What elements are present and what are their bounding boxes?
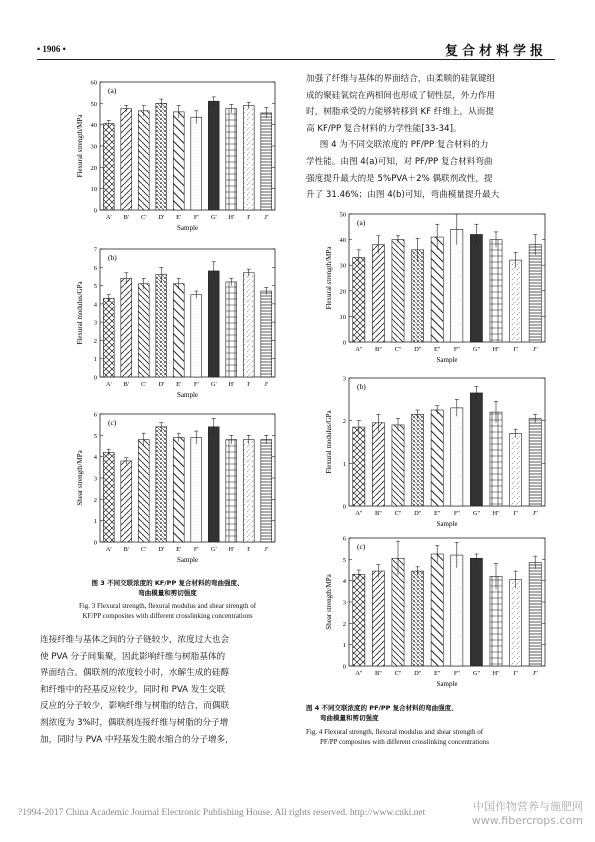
y-tick-label: 30 [339,262,346,270]
x-tick-label: E'' [434,346,441,353]
x-tick-label: B'' [375,346,382,353]
y-tick-label: 4 [93,301,97,309]
x-tick-label: B' [123,546,130,553]
bar [431,237,443,342]
x-tick-label: E'' [434,670,441,677]
x-tick-label: C' [140,381,147,388]
text-line: 加，同时与 PVA 中羟基发生脱水缩合的分子增多， [40,734,234,745]
bar [529,419,541,506]
x-tick-label: A' [105,214,112,221]
text-line: 升了 31.46%；由图 4(b)可知，弯曲模量提升最大 [306,190,500,201]
x-tick-label: F' [193,381,199,388]
x-tick-label: G' [210,214,217,221]
fig4-panel-a [315,206,555,376]
y-tick-label: 6 [342,535,346,543]
y-tick-label: 50 [90,100,97,108]
bar [529,245,541,342]
fig3-panel-c [70,408,285,573]
x-tick-label: G'' [472,346,480,353]
x-axis-label: Sample [177,556,198,564]
panel-label: (c) [108,418,117,427]
x-axis-label: Sample [436,356,458,364]
x-tick-label: J' [264,381,269,388]
bar [138,284,149,377]
x-tick-label: B' [123,381,130,388]
x-tick-label: C' [140,214,147,221]
x-tick-label: H' [228,214,235,221]
bar [173,112,184,210]
y-tick-label: 2 [93,496,97,504]
x-tick-label: J'' [532,510,538,517]
x-tick-label: C'' [394,670,402,677]
x-tick-label: D'' [414,346,422,353]
bar [353,427,365,506]
x-tick-label: A' [105,381,112,388]
fig3-caption-en-1: Fig. 3 Flexural strength, flexural modulus and shear strength of [78,602,257,610]
x-tick-label: E' [176,546,182,553]
panel-label: (c) [357,542,366,551]
chart-fig3a [70,76,285,241]
panel-label: (b) [357,382,366,391]
y-tick-label: 3 [342,375,346,383]
bar [226,109,237,210]
y-tick-label: 0 [93,207,97,215]
bar [431,554,443,666]
fig4-caption-cn-2: 弯曲模量和剪切强度 [320,714,379,722]
text-line: 高 KF/PP 复合材料的力学性能[33-34]。 [306,123,462,134]
x-tick-label: H'' [492,346,500,353]
bar [156,103,167,210]
bar [121,461,132,542]
text-line: 使 PVA 分子间集聚，因此影响纤维与树脂基体的 [40,651,226,662]
chart-fig4c [315,530,555,700]
bar [103,452,114,542]
fig4-panel-c [315,530,555,700]
bar [243,440,254,542]
fig3-caption-cn-2: 弯曲模量和剪切强度 [138,589,197,597]
x-tick-label: J' [264,546,269,553]
bar [138,111,149,210]
y-axis-label: Flexural modulus/GPa [325,410,333,474]
watermark-line-1: 中国作物营养与施肥网 [473,800,583,813]
bar [529,563,541,666]
bar [261,291,272,377]
watermark [472,800,583,828]
bar [451,408,463,506]
x-tick-label: J'' [532,670,538,677]
bar [208,271,219,377]
bar [470,393,482,506]
bar [470,234,482,342]
bar [510,580,522,666]
bar [243,273,254,377]
x-tick-label: G' [210,546,217,553]
bar [353,574,365,666]
fig4-panel-b [315,370,555,540]
y-tick-label: 5 [342,556,346,564]
left-body-text [40,632,296,748]
x-tick-label: I' [247,381,251,388]
y-tick-label: 6 [93,264,97,272]
text-line: 界面结合。偶联剂的浓度较小时，水解生成的硅醇 [40,668,230,679]
y-tick-label: 3 [93,475,97,483]
bar [451,555,463,666]
x-tick-label: D'' [414,670,422,677]
bar [412,571,424,666]
fig3-caption-en-2: KF/PP composites with different crosslinking concentrations [82,612,253,620]
y-axis-label: Flexural modulus/GPa [76,281,84,345]
bar [226,440,237,542]
x-tick-label: E' [176,381,182,388]
x-tick-label: I'' [513,670,518,677]
panel-label: (a) [108,86,117,95]
bar [121,109,132,210]
text-line: 成的聚硅氧烷在两相间也形成了韧性层，外力作用 [306,90,496,101]
text-line: 和纤维中的羟基反应较少，同时和 PVA 发生交联 [40,684,226,695]
fig4-caption [306,703,558,747]
fig3-caption [40,578,295,621]
bar [392,240,404,342]
y-tick-label: 30 [90,143,97,151]
text-line: 时，树脂承受的力能够转移到 KF 纤维上，从而提 [306,107,494,118]
x-tick-label: F' [193,546,199,553]
x-tick-label: D' [158,381,165,388]
y-tick-label: 4 [93,454,97,462]
x-axis-label: Sample [177,391,198,399]
y-tick-label: 1 [93,518,97,526]
bar [470,558,482,666]
x-tick-label: I'' [513,510,518,517]
y-tick-label: 1 [93,356,97,364]
bar [392,425,404,506]
x-tick-label: H'' [492,670,500,677]
y-tick-label: 3 [342,599,346,607]
bar [490,240,502,342]
x-tick-label: B' [123,214,130,221]
fig3-caption-cn-1: 图 3 不同交联浓度的 KF/PP 复合材料的弯曲强度、 [91,579,244,587]
y-tick-label: 20 [90,164,97,172]
bar [103,124,114,210]
fig4-caption-en-2: PF/PP composites with different crosslinking concentrations [320,738,489,746]
bar [243,105,254,210]
text-line: 加强了纤维与基体的界面结合，由柔顺的硅氧键组 [306,74,496,84]
y-tick-label: 0 [93,539,97,547]
journal-title: 复合材料学报 [444,44,547,59]
x-tick-label: J' [264,214,269,221]
y-axis-label: Shear strength/MPa [325,574,333,630]
x-tick-label: D' [158,214,165,221]
y-tick-label: 6 [93,411,97,419]
bar [191,437,202,542]
x-tick-label: D'' [414,510,422,517]
text-line: 连接纤维与基体之间的分子链较少，浓度过大也会 [40,635,230,645]
y-tick-label: 3 [93,319,97,327]
header-rule [37,59,555,60]
bar [156,275,167,377]
bar [431,410,443,506]
copyright-footer: ?1994-2017 China Academic Journal Electronic Publishing House. All rights reserved. http://www.cnki.net [18,808,426,818]
x-tick-label: H'' [492,510,500,517]
bar [156,427,167,542]
y-tick-label: 40 [339,237,346,245]
x-tick-label: J'' [532,346,538,353]
x-tick-label: D' [158,546,165,553]
bar [208,101,219,210]
x-tick-label: C'' [394,346,402,353]
x-tick-label: G'' [472,510,480,517]
text-line: 反应的分子较少，影响纤维与树脂的结合，而偶联 [40,701,230,712]
bar [173,284,184,377]
bar [226,282,237,377]
y-tick-label: 1 [342,460,346,468]
chart-fig4a [315,206,555,376]
x-axis-label: Sample [436,680,458,688]
x-tick-label: H' [228,381,235,388]
fig3-panel-b [70,243,285,408]
x-tick-label: H' [228,546,235,553]
y-tick-label: 50 [339,211,346,219]
bar [121,278,132,377]
x-tick-label: F' [193,214,199,221]
bar [208,427,219,542]
x-tick-label: I'' [513,346,518,353]
bar [173,437,184,542]
right-body-text [306,71,556,204]
y-tick-label: 4 [342,578,346,586]
y-tick-label: 10 [90,186,97,194]
fig4-caption-cn-1: 图 4 不同交联浓度的 PF/PP 复合材料的弯曲强度、 [306,704,458,712]
panel-label: (b) [108,253,117,262]
x-tick-label: A' [105,546,112,553]
x-tick-label: G'' [472,670,480,677]
y-tick-label: 5 [93,432,97,440]
y-tick-label: 0 [342,339,346,347]
y-tick-label: 2 [93,337,97,345]
x-tick-label: B'' [375,670,382,677]
bar [191,117,202,210]
chart-fig3c [70,408,285,573]
text-line: 强度提升最大的是 5%PVA＋2% 偶联剂改性，提 [306,173,493,184]
bar [261,113,272,210]
fig3-panel-a [70,76,285,241]
y-tick-label: 5 [93,283,97,291]
x-tick-label: A'' [355,346,363,353]
y-tick-label: 20 [339,288,346,296]
bar [412,250,424,342]
x-tick-label: A'' [355,510,363,517]
x-tick-label: C' [140,546,147,553]
y-tick-label: 10 [339,313,346,321]
text-line: 学性能。由图 4(a)可知，对 PF/PP 复合材料弯曲 [306,156,493,167]
y-axis-label: Shear strength/MPa [76,450,84,506]
fig4-caption-en-1: Fig. 4 Flexural strength, flexural modulus and shear strength of [306,728,484,736]
y-axis-label: Flexural strength/MPa [76,114,84,178]
y-tick-label: 1 [342,642,346,650]
bar [191,295,202,377]
x-tick-label: F'' [453,510,460,517]
y-tick-label: 2 [342,620,346,628]
bar [372,245,384,342]
bar [510,260,522,342]
chart-fig3b [70,243,285,408]
bar [412,414,424,506]
bar [372,571,384,666]
bar [451,229,463,342]
y-tick-label: 0 [342,663,346,671]
bar [103,298,114,377]
y-tick-label: 40 [90,122,97,130]
bar [490,412,502,506]
x-tick-label: E'' [434,510,441,517]
panel-label: (a) [357,218,366,227]
bar [138,440,149,542]
bar [490,576,502,666]
page-header [0,0,595,70]
x-tick-label: G' [210,381,217,388]
y-tick-label: 2 [342,418,346,426]
bar [510,433,522,506]
y-tick-label: 0 [93,374,97,382]
x-tick-label: B'' [375,510,382,517]
x-axis-label: Sample [177,224,198,232]
bar [261,440,272,542]
x-tick-label: A'' [355,670,363,677]
watermark-line-2: www.fibercrops.com [471,814,583,827]
bar [353,258,365,342]
x-axis-label: Sample [436,520,458,528]
x-tick-label: F'' [453,670,460,677]
x-tick-label: F'' [453,346,460,353]
x-tick-label: I' [247,546,251,553]
y-tick-label: 60 [90,79,97,87]
x-tick-label: I' [247,214,251,221]
y-tick-label: 7 [93,246,97,254]
x-tick-label: E' [176,214,182,221]
y-axis-label: Flexural strength/MPa [325,246,333,310]
page-number: • 1906 • [37,44,66,54]
text-line: 图 4 为不同交联浓度的 PF/PP 复合材料的力 [319,140,489,151]
y-tick-label: 0 [342,503,346,511]
bar [372,423,384,506]
chart-fig4b [315,370,555,540]
x-tick-label: C'' [394,510,402,517]
text-line: 剂浓度为 3%时，偶联剂连接纤维与树脂的分子增 [40,717,229,728]
